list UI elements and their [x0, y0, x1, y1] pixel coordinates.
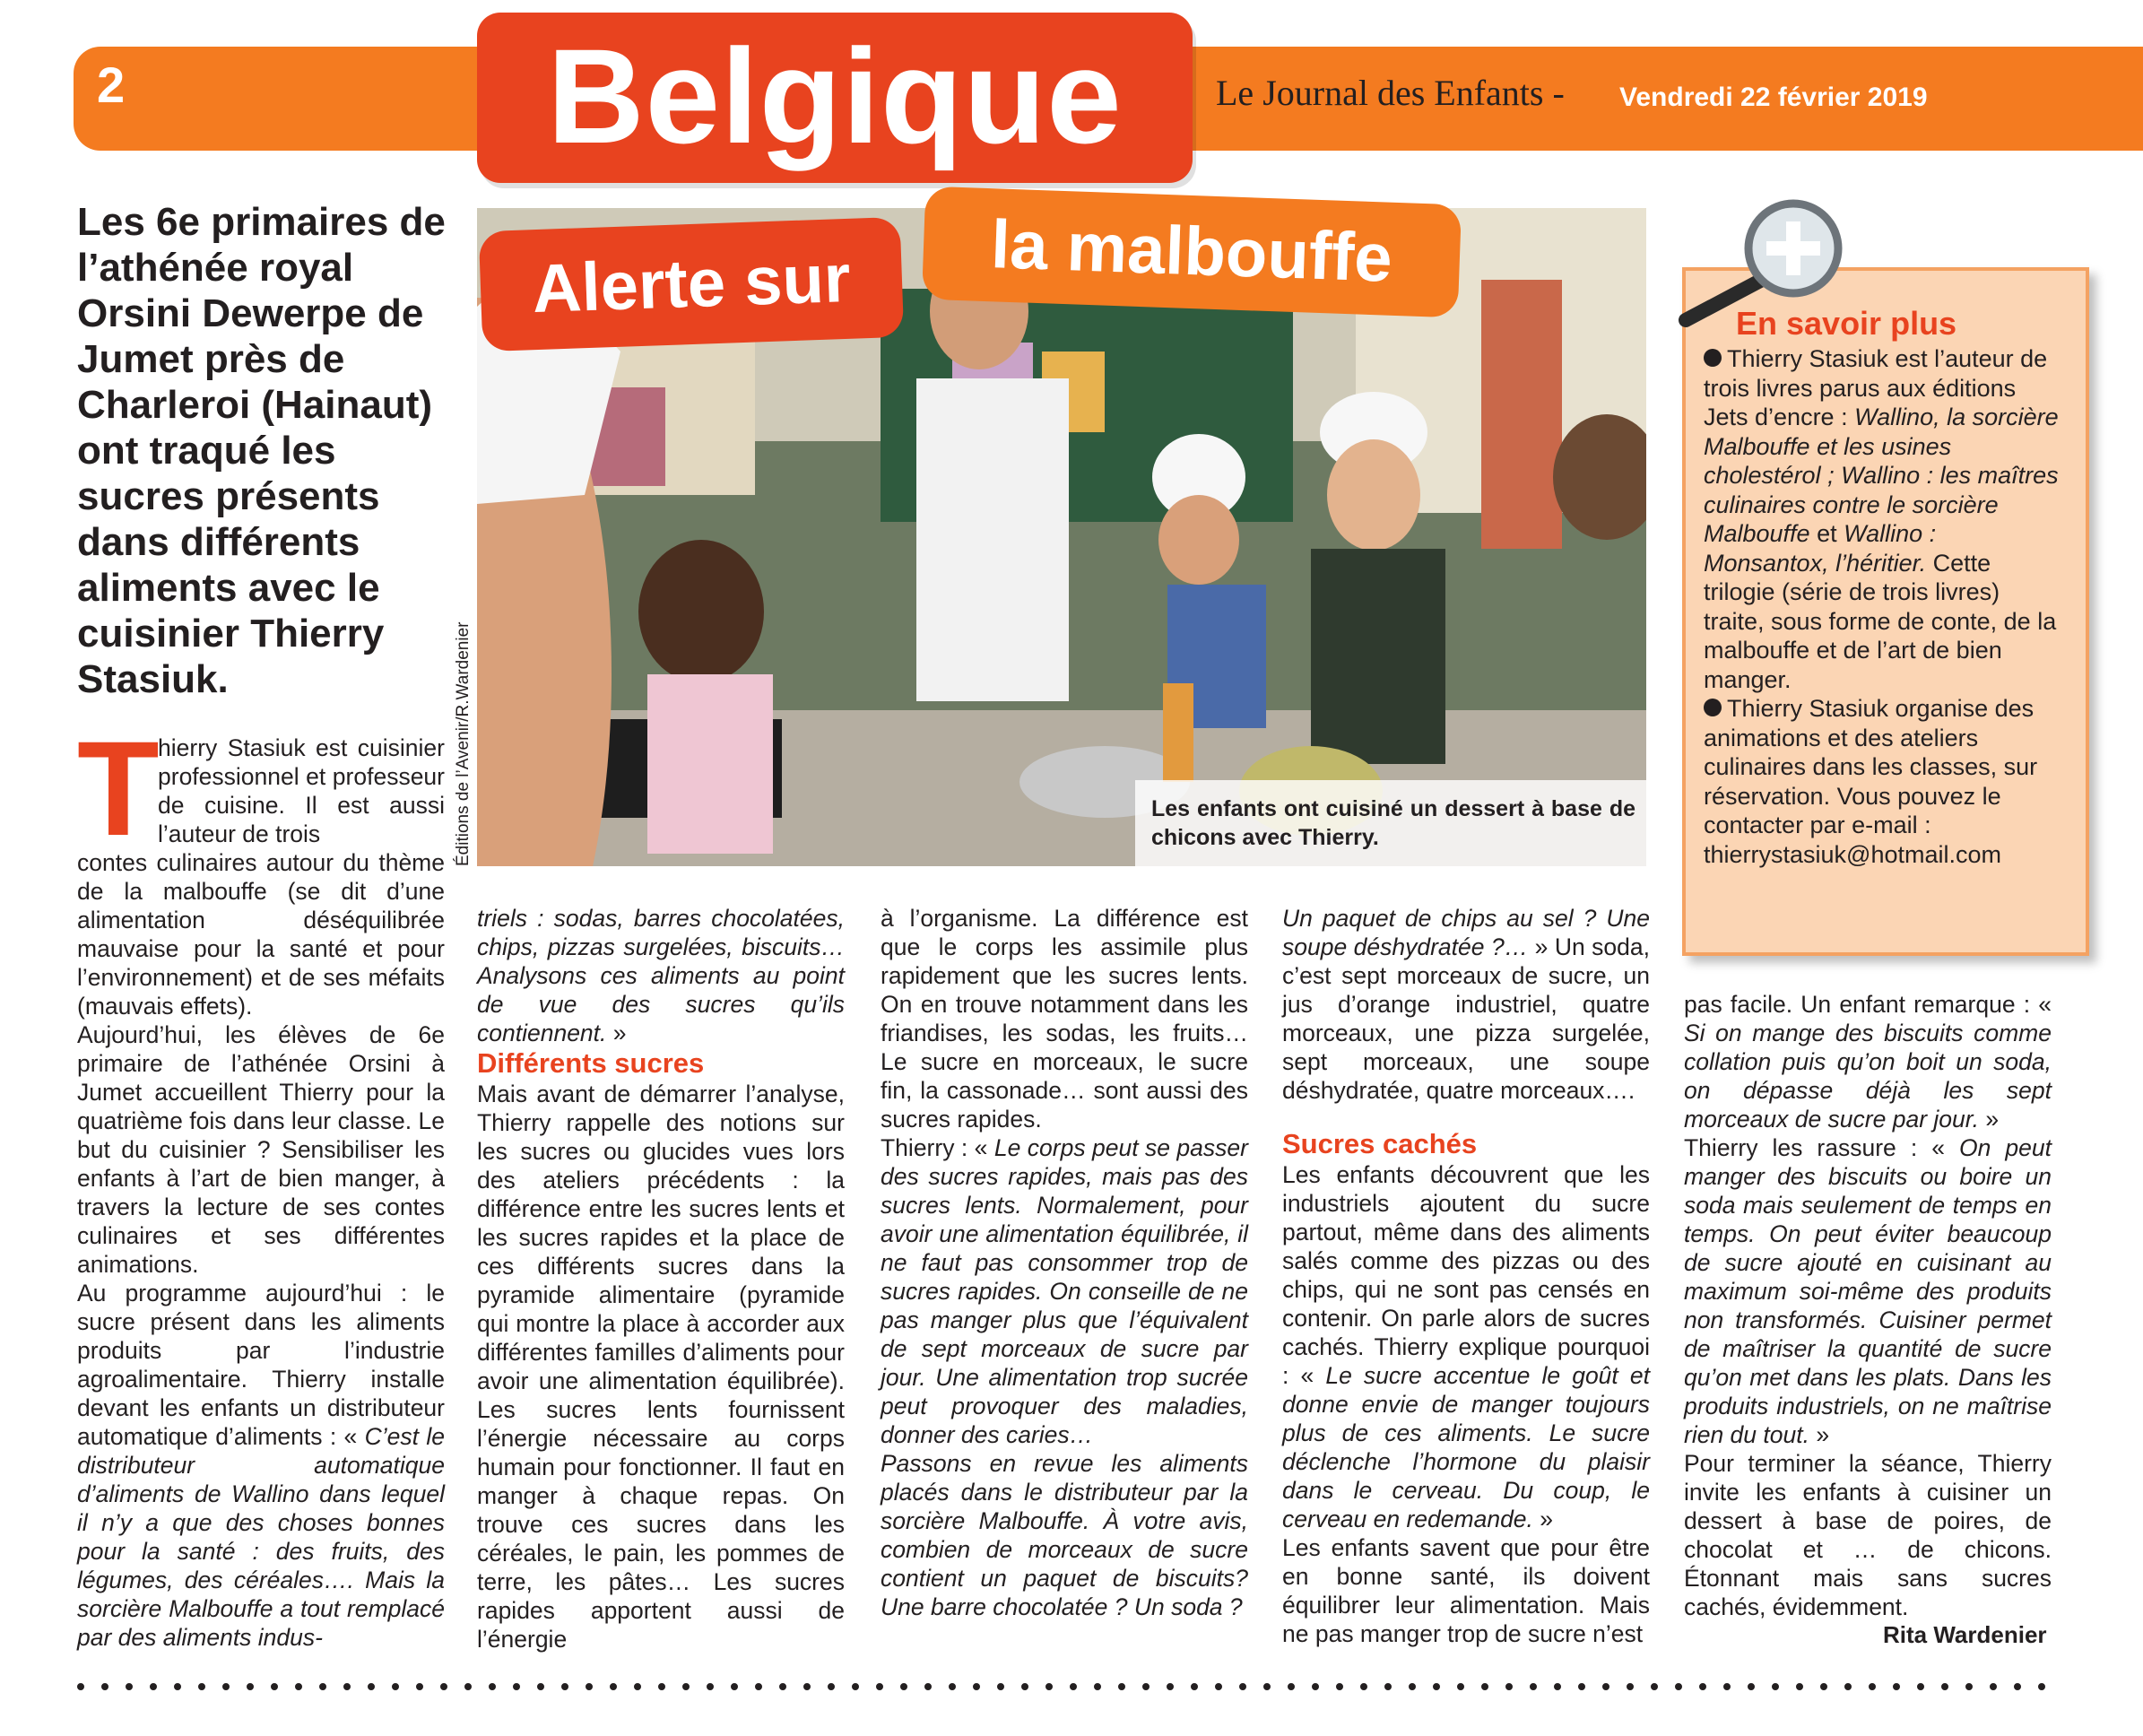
- drop-cap: T: [77, 713, 160, 864]
- sidebar-item: Thierry Stasiuk organise des animations et des ateliers culinaires dans les classes, sur réservation. Vous pouvez le contacter par e-mail :: [1704, 695, 2038, 838]
- paragraph: contes culinaires autour du thème de la malbouffe (se dit d’une alimentation déséquilibrée mauvaise pour la santé et pour l’environnement) et de ses méfaits (mauvais effets).: [77, 849, 445, 1020]
- page-number: 2: [97, 56, 126, 113]
- paragraph: Pour terminer la séance, Thierry invite les enfants à cuisiner un dessert à base de poires, de chocolat et … de chicons. Étonnant mais sans sucres cachés, évidemment.: [1684, 1450, 2052, 1620]
- paragraph: Au programme aujourd’hui : le sucre présent dans les aliments produits par l’industrie agroalimentaire. Thierry installe devant les enfants un distributeur automatique d’aliments : « C’est le distributeur automatique d’aliments de Wallino dans lequel il n’y a que des choses bonnes pour la santé : des fruits, des légumes, des céréales…. Mais la sorcière Malbouffe a tout remplacé par des aliments indus-: [77, 1280, 446, 1651]
- article-col1-first: hierry Stasiuk est cuisinier professionnel et professeur de cuisine. Il est aussi l’auteur de trois: [158, 734, 445, 847]
- paragraph: Thierry : « Le corps peut se passer des sucres rapides, mais pas des sucres lents. Normalement, pour avoir une alimentation équilibrée, il ne faut pas consommer trop de sucres rapides. On conseille de ne pas manger plus que l’équivalent de sept morceaux de sucre par jour. Une alimentation trop sucrée peut provoquer des maladies, donner des caries…: [881, 1134, 1248, 1448]
- article-column-3: [881, 904, 1248, 1621]
- headline-part-2: la malbouffe: [989, 206, 1394, 297]
- footer-dotted-rule: [77, 1680, 2069, 1691]
- photo-credit: Éditions de l’Avenir/R.Wardenier: [454, 621, 473, 866]
- headline-part-1: Alerte sur: [531, 239, 852, 328]
- article-column-1: [77, 848, 445, 1652]
- issue-date: Vendredi 22 février 2019: [1619, 82, 1928, 112]
- article-intro: Les 6e primaires de l’athénée royal Orsini Dewerpe de Jumet près de Charleroi (Hainaut) ont traqué les sucres présents dans différents aliments avec le cuisinier Thierry Stasiuk.: [77, 200, 446, 701]
- author-byline: Rita Wardenier: [1883, 1621, 2047, 1648]
- paragraph: Aujourd’hui, les élèves de 6e primaire de l’athénée Orsini à Jumet accueillent Thierry pour la quatrième fois dans leur classe. Le but du cuisinier ? Sensibiliser les enfants à l’art de bien manger, à travers la lecture de ses contes culinaires et ses différentes animations.: [77, 1021, 445, 1278]
- section-title: Belgique: [547, 21, 1123, 171]
- sidebar-title: En savoir plus: [1736, 305, 1957, 342]
- publication-name: Le Journal des Enfants -: [1216, 73, 1565, 113]
- contact-email[interactable]: thierrystasiuk@hotmail.com: [1704, 840, 2002, 868]
- paragraph: Mais avant de démarrer l’analyse, Thierry rappelle des notions sur les sucres ou glucides vues lors des ateliers précédents : la différence entre les sucres lents et les sucres rapides et la place de ces différents sucres dans la pyramide alimentaire (pyramide qui montre la place à accorder aux différentes familles d’aliments pour avoir une alimentation équilibrée). Les sucres lents fournissent l’énergie nécessaire au corps humain pour fonctionner. Il faut en manger à chaque repas. On trouve ces sucres dans les céréales, le pain, les pommes de terre, les pâtes… Les sucres rapides apportent aussi de l’énergie: [477, 1081, 845, 1653]
- paragraph: Thierry les rassure : « On peut manger des biscuits ou boire un soda mais seulement de temps en temps. On peut éviter beaucoup de sucre ajouté en cuisinant au maximum soi-même des produits non transformés. Cuisiner permet de maîtriser la quantité de sucre qu’on met dans les plats. Dans les produits industriels, on ne maîtrise rien du tout. »: [1684, 1134, 2052, 1448]
- paragraph: Les enfants savent que pour être en bonne santé, ils doivent équilibrer leur alimentation. Mais ne pas manger trop de sucre n’est: [1282, 1534, 1650, 1647]
- photo-caption: Les enfants ont cuisiné un dessert à base de chicons avec Thierry.: [1151, 796, 1635, 850]
- paragraph: triels : sodas, barres chocolatées, chips, pizzas surgelées, biscuits… Analysons ces aliments au point de vue des sucres qu’ils contiennent. »: [477, 905, 845, 1046]
- subheading: Différents sucres: [477, 1047, 705, 1079]
- sidebar-body: [1704, 344, 2066, 869]
- bullet-icon: [1704, 349, 1722, 367]
- paragraph: pas facile. Un enfant remarque : « Si on mange des biscuits comme collation puis qu’on boit un soda, on dépasse déjà les sept morceaux de sucre par jour. »: [1684, 991, 2052, 1133]
- article-column-2: [477, 904, 845, 1654]
- paragraph: Un paquet de chips au sel ? Une soupe déshydratée ?… » Un soda, c’est sept morceaux de sucre, un jus d’orange industriel, quatre morceaux, une pizza surgelée, sept morceaux, une soupe déshydratée, quatre morceaux….: [1282, 905, 1650, 1104]
- paragraph: à l’organisme. La différence est que le corps les assimile plus rapidement que les sucres lents. On en trouve notamment dans les friandises, les sodas, les fruits… Le sucre en morceaux, le sucre fin, la cassonade… sont aussi des sucres rapides.: [881, 905, 1248, 1133]
- paragraph: Les enfants découvrent que les industriels ajoutent du sucre partout, même dans des aliments salés comme des pizzas ou des chips, qui ne sont pas censés en contenir. On parle alors de sucres cachés. Thierry explique pourquoi : « Le sucre accentue le goût et donne envie de manger toujours plus de ces aliments. Le sucre déclenche l’hormone du plaisir dans le cerveau. Du coup, le cerveau en redemande. »: [1282, 1161, 1650, 1532]
- article-column-5: [1684, 990, 2052, 1621]
- bullet-icon: [1704, 699, 1722, 716]
- article-column-4: [1282, 904, 1650, 1648]
- subheading: Sucres cachés: [1282, 1128, 1478, 1159]
- paragraph: Passons en revue les aliments placés dans le distributeur par la sorcière Malbouffe. À votre avis, combien de morceaux de sucre contient un paquet de biscuits? Une barre chocolatée ? Un soda ?: [881, 1450, 1248, 1620]
- sidebar-item: Thierry Stasiuk est l’auteur de trois livres parus aux éditions Jets d’encre : Wallino, la sorcière Malbouffe et les usines cholestérol ; Wallino : les maîtres culinaires contre le sorcière Malbouffe et Wallino : Monsantox, l’héritier. Cette trilogie (série de trois livres) traite, sous forme de conte, de la malbouffe et de l’art de bien manger.: [1704, 345, 2059, 693]
